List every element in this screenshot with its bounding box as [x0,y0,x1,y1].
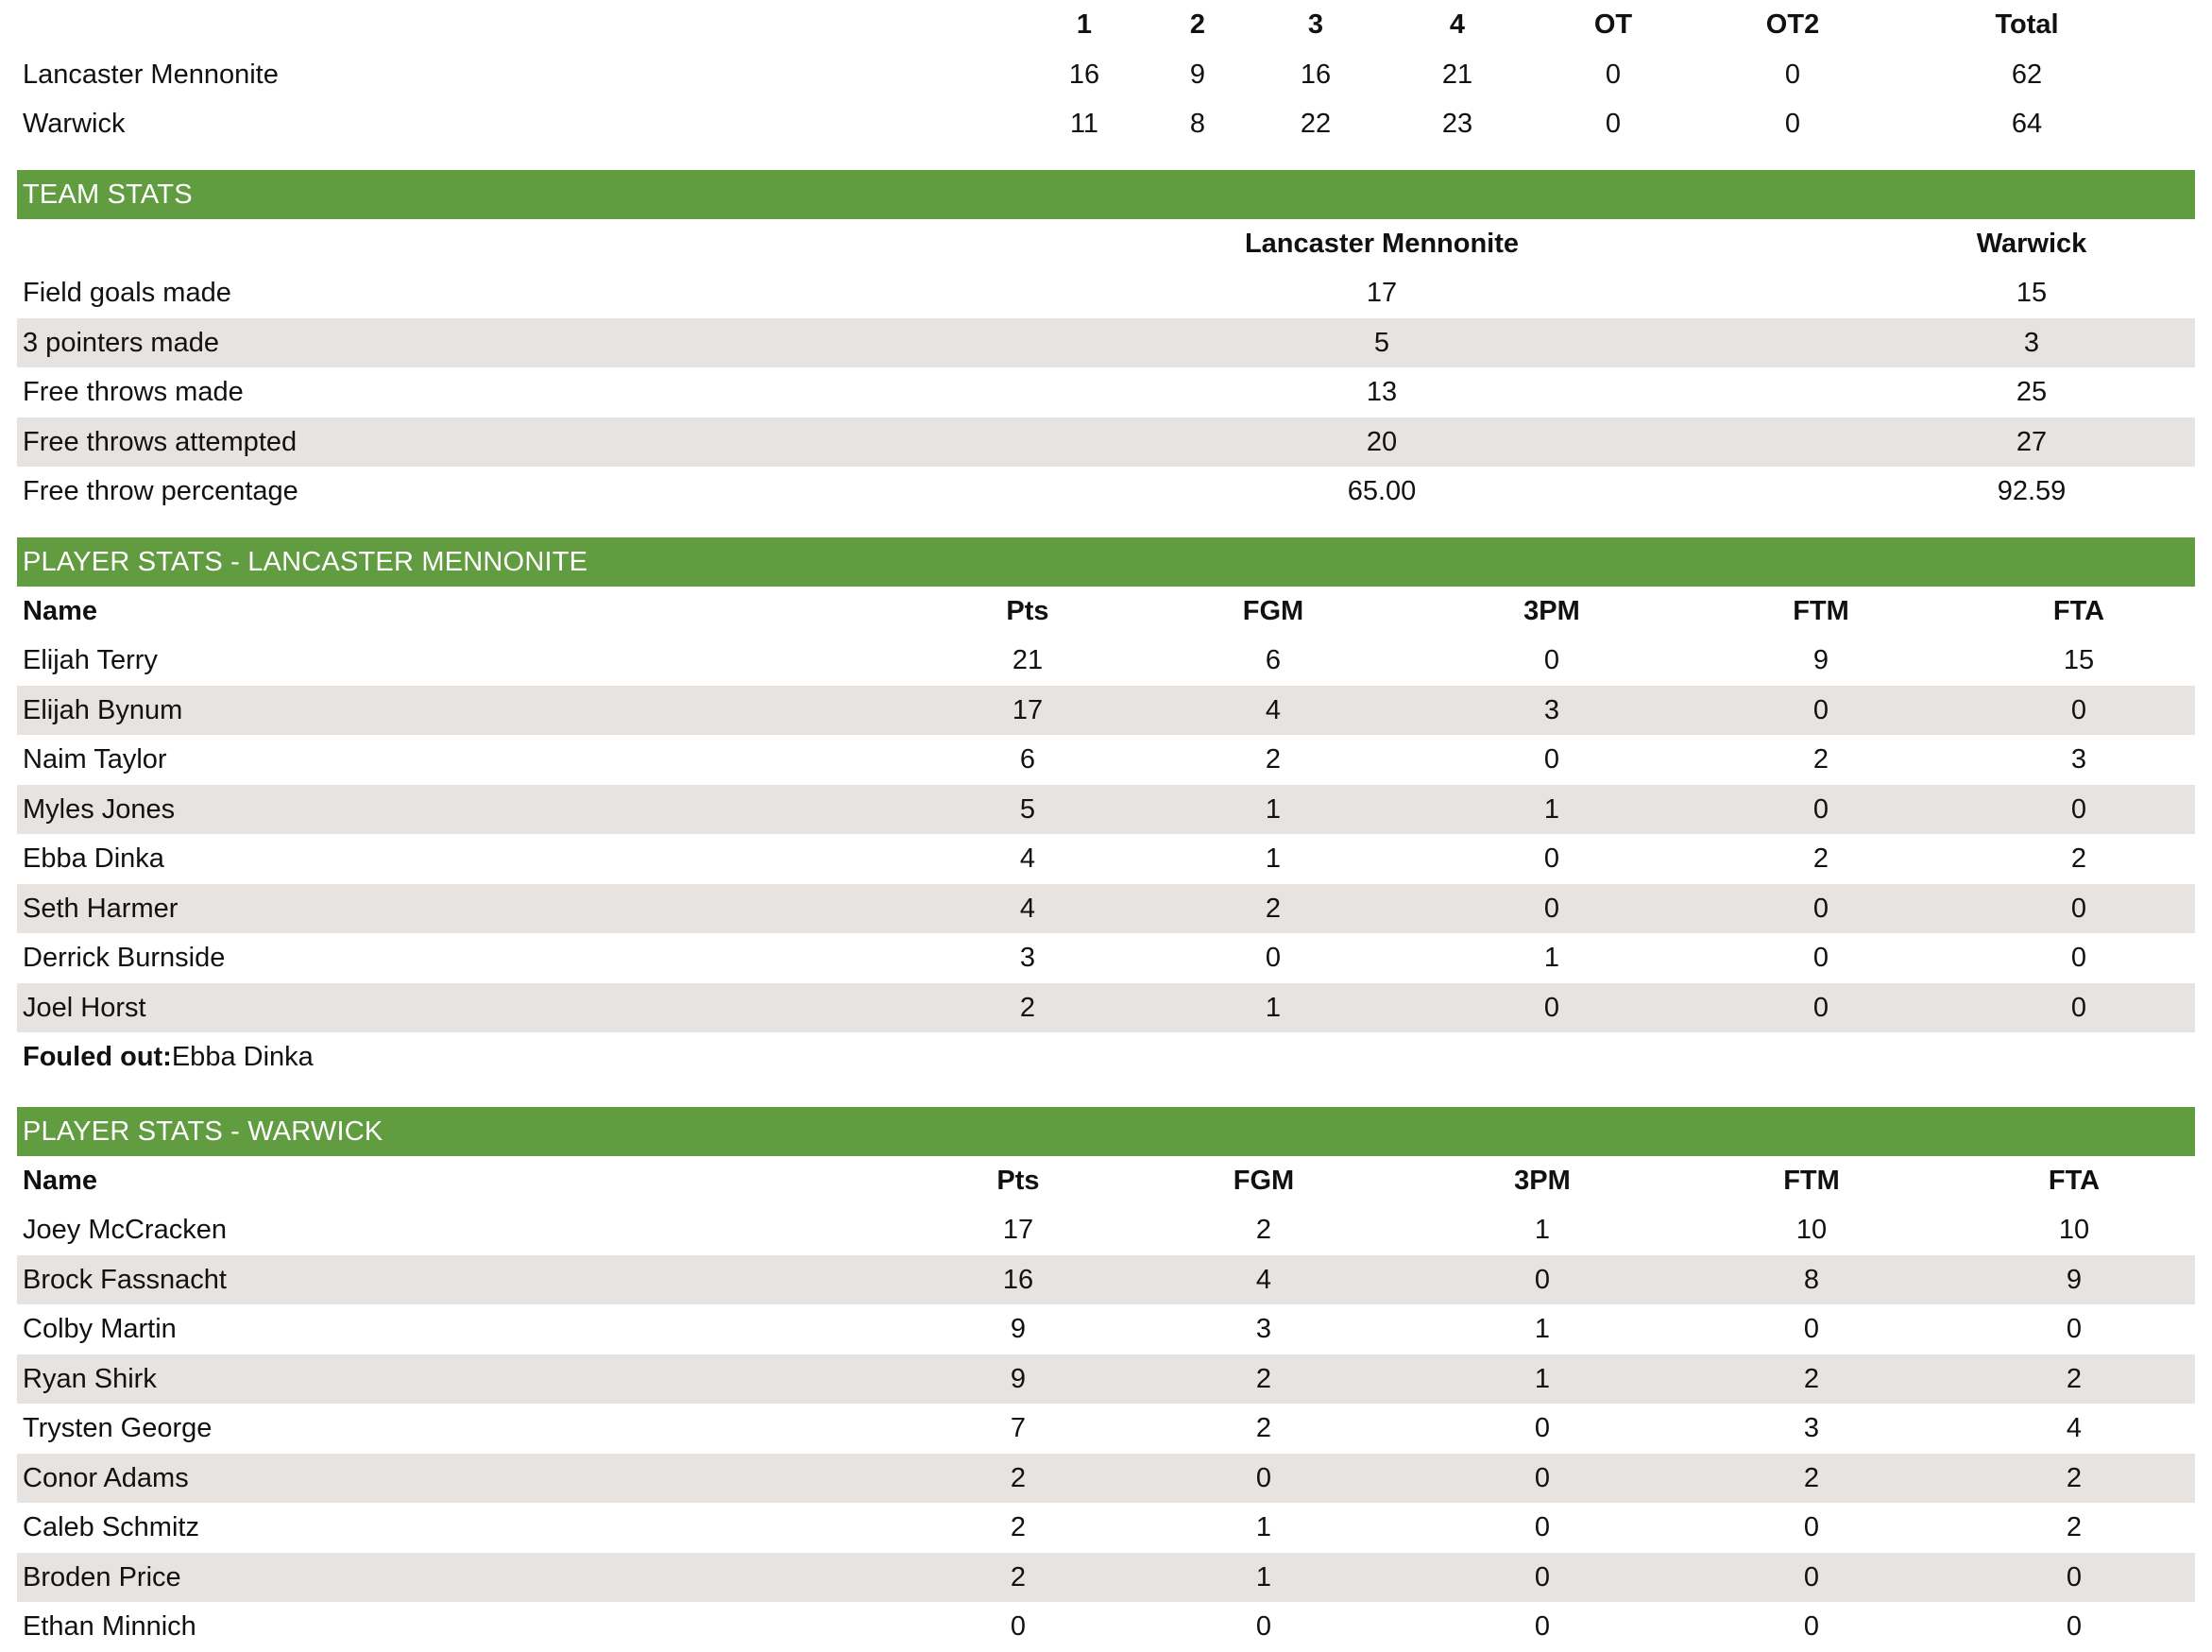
player-ftm: 10 [1795,1215,1828,1245]
team-stats-label: Free throws attempted [17,417,1084,468]
player-name: Broden Price [17,1553,924,1603]
player-row [17,834,2195,884]
player-ftm: 0 [1679,884,1963,934]
player-row [17,1255,2195,1305]
player-pts: 2 [924,1553,1113,1603]
player-pts: 6 [1019,744,1036,775]
player-3pm: 0 [1543,843,1560,874]
linescore-team-name: Warwick [23,109,126,139]
player-3pm: 0 [1424,983,1679,1033]
team-stats-away-value: 92.59 [1997,476,2067,506]
player-3pm: 1 [1534,1215,1551,1245]
player-row [17,636,2195,686]
player-pts: 7 [1010,1413,1027,1443]
player-fta: 0 [1963,785,2195,835]
player-row [17,933,2195,983]
linescore-cell: 0 [1605,109,1622,139]
player-row [17,983,2195,1033]
col-header-name: Name [23,1165,97,1196]
player-fta: 2 [2066,1512,2083,1542]
player-3pm: 0 [1543,645,1560,675]
player-pts: 0 [1010,1611,1027,1642]
linescore-row-home [17,50,2195,100]
player-fta: 2 [2070,843,2087,874]
player-fgm: 4 [1113,1255,1415,1305]
player-fgm: 2 [1265,744,1282,775]
player-row [17,1205,2195,1255]
player-row [17,1404,2195,1454]
player-stats-header-row [17,587,2195,637]
team-stats-label: Field goals made [23,278,231,308]
player-ftm: 0 [1679,983,1963,1033]
team-stats-spacer [1679,219,1868,269]
player-stats-home-header: PLAYER STATS - LANCASTER MENNONITE [17,537,2195,587]
linescore-cell: 9 [1189,59,1206,90]
player-pts: 2 [1010,1512,1027,1542]
player-3pm: 0 [1543,744,1560,775]
linescore-total: 64 [2011,109,2043,139]
team-stats-header: TEAM STATS [17,170,2195,219]
player-fgm: 2 [1122,884,1424,934]
player-3pm: 1 [1415,1354,1670,1405]
linescore-team-name: Lancaster Mennonite [23,59,279,90]
player-fgm: 4 [1122,686,1424,736]
col-header-ftm: FTM [1783,1165,1840,1196]
player-name: Elijah Bynum [17,686,933,736]
player-3pm: 1 [1424,785,1679,835]
player-fta: 3 [2070,744,2087,775]
team-stats-home-value: 17 [1366,278,1398,308]
col-header-fta: FTA [2052,595,2105,626]
player-pts: 17 [1002,1215,1034,1245]
col-header-name: Name [23,595,97,626]
team-stats-label: Free throws made [23,377,244,407]
player-3pm: 3 [1424,686,1679,736]
linescore-cell: 0 [1784,59,1801,90]
player-row [17,735,2195,785]
player-fta: 0 [1963,983,2195,1033]
player-3pm: 0 [1424,884,1679,934]
player-fta: 4 [2066,1413,2083,1443]
player-name: Seth Harmer [17,884,933,934]
player-name: Naim Taylor [23,744,167,775]
player-3pm: 0 [1415,1553,1670,1603]
player-fgm: 0 [1265,943,1282,973]
team-stats-label: Free throw percentage [23,476,298,506]
team-stats-corner [17,219,1084,269]
player-row [17,1454,2195,1504]
player-3pm: 1 [1534,1314,1551,1344]
col-header-fgm: FGM [1233,1165,1295,1196]
col-header-pts: Pts [1006,595,1049,626]
team-stats-label: 3 pointers made [17,318,1084,368]
player-fta: 0 [2066,1611,2083,1642]
player-fta: 2 [1953,1454,2195,1504]
player-ftm: 2 [1812,744,1829,775]
linescore-cell: 16 [1068,59,1100,90]
player-name: Ryan Shirk [17,1354,924,1405]
col-header-3pm: 3PM [1523,595,1580,626]
player-name: Joey McCracken [23,1215,227,1245]
player-fta: 0 [2066,1314,2083,1344]
player-row [17,1354,2195,1405]
player-ftm: 3 [1803,1413,1820,1443]
boxscore [17,0,2195,1652]
player-ftm: 2 [1670,1454,1953,1504]
player-pts: 5 [933,785,1122,835]
col-header-fgm: FGM [1242,595,1304,626]
player-name: Joel Horst [17,983,933,1033]
player-fta: 0 [1963,884,2195,934]
linescore-cell: 11 [1069,109,1099,139]
player-name: Trysten George [23,1413,213,1443]
team-stats-away-value: 25 [2016,377,2048,407]
player-ftm: 0 [1670,1553,1953,1603]
player-pts: 2 [924,1454,1113,1504]
player-fta: 0 [2070,943,2087,973]
player-row [17,884,2195,934]
player-fta: 9 [1953,1255,2195,1305]
player-ftm: 0 [1803,1314,1820,1344]
linescore-header-q3: 3 [1307,9,1324,40]
player-pts: 9 [1010,1314,1027,1344]
linescore-header-q1: 1 [1076,9,1093,40]
player-pts: 4 [933,884,1122,934]
player-fgm: 2 [1113,1354,1415,1405]
col-header-3pm: 3PM [1514,1165,1571,1196]
player-stats-away-header: PLAYER STATS - WARWICK [17,1107,2195,1156]
team-stats-header-row [17,219,2195,269]
player-name: Ebba Dinka [23,843,164,874]
player-ftm: 0 [1803,1611,1820,1642]
player-pts: 2 [933,983,1122,1033]
player-pts: 9 [924,1354,1113,1405]
team-stats-row [17,367,2195,417]
linescore-table [17,0,2195,149]
team-stats-home-value: 65.00 [1347,476,1417,506]
player-name: Derrick Burnside [23,943,226,973]
linescore-header-q4: 4 [1449,9,1466,40]
player-ftm: 2 [1812,843,1829,874]
player-row [17,1503,2195,1553]
fouled-out-player: Ebba Dinka [171,1042,314,1072]
player-pts: 21 [1012,645,1044,675]
linescore-cell: 21 [1441,59,1473,90]
linescore-header-ot2: OT2 [1765,9,1820,40]
player-row [17,1553,2195,1603]
team-stats-away-value: 27 [1868,417,2195,468]
player-stats-header-row [17,1156,2195,1206]
linescore-header-total: Total [1995,9,2059,40]
linescore-total: 62 [2011,59,2043,90]
linescore-cell: 23 [1441,109,1473,139]
linescore-cell: 0 [1784,109,1801,139]
player-pts: 17 [933,686,1122,736]
team-stats-home-value: 13 [1366,377,1398,407]
player-fgm: 0 [1255,1611,1272,1642]
player-ftm: 9 [1812,645,1829,675]
player-fta: 15 [2063,645,2095,675]
fouled-out-note [17,1032,2195,1082]
player-fgm: 1 [1265,843,1282,874]
player-fgm: 2 [1255,1413,1272,1443]
player-3pm: 0 [1415,1255,1670,1305]
team-stats-home-value: 20 [1084,417,1679,468]
player-name: Brock Fassnacht [17,1255,924,1305]
player-row [17,1602,2195,1652]
player-fta: 10 [2058,1215,2090,1245]
col-header-ftm: FTM [1793,595,1849,626]
team-stats-home-value: 5 [1084,318,1679,368]
linescore-cell: 0 [1605,59,1622,90]
player-pts: 16 [924,1255,1113,1305]
team-stats-away-value: 3 [1868,318,2195,368]
team-stats-row [17,467,2195,517]
player-fgm: 1 [1122,785,1424,835]
player-stats-away-table [17,1156,2195,1652]
team-stats-table [17,219,2195,517]
player-fta: 2 [1953,1354,2195,1405]
player-fgm: 6 [1265,645,1282,675]
player-3pm: 1 [1543,943,1560,973]
player-name: Colby Martin [23,1314,177,1344]
player-row [17,686,2195,736]
linescore-row-away [17,99,2195,149]
player-name: Elijah Terry [23,645,158,675]
player-stats-home-table [17,587,2195,1033]
linescore-cell: 16 [1300,59,1332,90]
player-row [17,785,2195,835]
player-fgm: 1 [1255,1512,1272,1542]
player-fgm: 0 [1113,1454,1415,1504]
team-stats-away-value: 15 [2016,278,2048,308]
player-pts: 3 [1019,943,1036,973]
linescore-header-row [17,0,2195,50]
linescore-corner [17,0,990,50]
team-stats-row [17,268,2195,318]
player-name: Caleb Schmitz [23,1512,199,1542]
player-name: Myles Jones [17,785,933,835]
col-header-pts: Pts [996,1165,1040,1196]
player-ftm: 0 [1679,686,1963,736]
player-fgm: 3 [1255,1314,1272,1344]
player-fgm: 2 [1255,1215,1272,1245]
player-3pm: 0 [1415,1454,1670,1504]
player-ftm: 8 [1670,1255,1953,1305]
team-stats-header-away: Warwick [1976,228,2087,259]
player-fta: 0 [1963,686,2195,736]
player-pts: 4 [1019,843,1036,874]
player-3pm: 0 [1534,1611,1551,1642]
linescore-header-q2: 2 [1189,9,1206,40]
player-fgm: 1 [1113,1553,1415,1603]
player-fta: 0 [1953,1553,2195,1603]
player-fgm: 1 [1122,983,1424,1033]
team-stats-row [17,318,2195,368]
player-3pm: 0 [1534,1413,1551,1443]
linescore-cell: 22 [1300,109,1332,139]
player-name: Conor Adams [17,1454,924,1504]
fouled-out-label: Fouled out: [23,1042,172,1072]
player-ftm: 2 [1670,1354,1953,1405]
player-3pm: 0 [1534,1512,1551,1542]
linescore-cell: 8 [1189,109,1206,139]
linescore-header-ot: OT [1593,9,1633,40]
team-stats-header-home: Lancaster Mennonite [1244,228,1520,259]
team-stats-row [17,417,2195,468]
player-row [17,1304,2195,1354]
player-ftm: 0 [1812,943,1829,973]
player-name: Ethan Minnich [23,1611,196,1642]
player-ftm: 0 [1679,785,1963,835]
col-header-fta: FTA [2048,1165,2101,1196]
player-ftm: 0 [1803,1512,1820,1542]
